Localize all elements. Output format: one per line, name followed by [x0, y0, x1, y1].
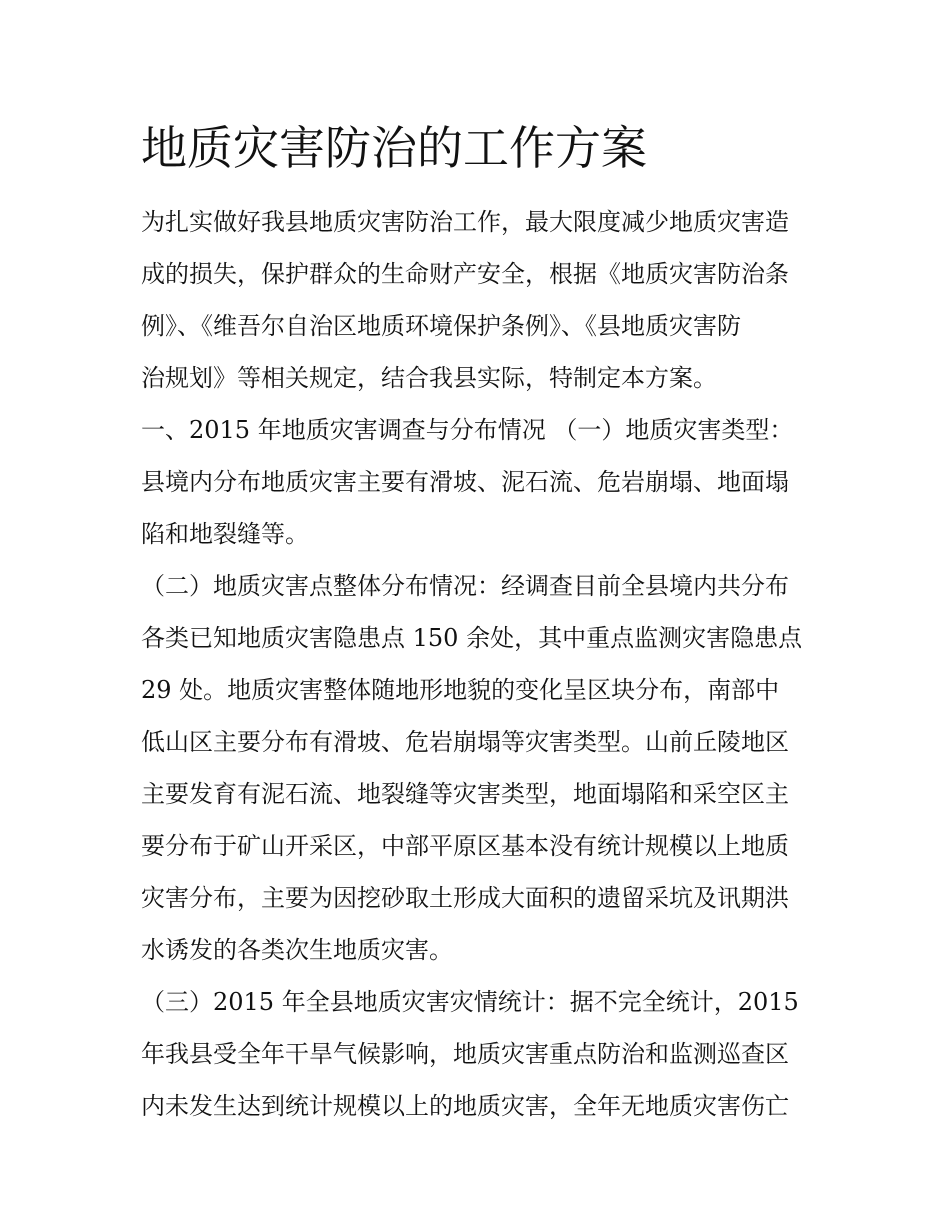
text-line: 低山区主要分布有滑坡、危岩崩塌等灾害类型。山前丘陵地区 — [141, 728, 789, 756]
text-line: （二）地质灾害点整体分布情况：经调查目前全县境内共分布 — [141, 572, 789, 600]
text-line: （三）2015 年全县地质灾害灾情统计：据不完全统计，2015 — [141, 988, 799, 1016]
text-line: 陷和地裂缝等。 — [141, 520, 309, 548]
text-line: 治规划》等相关规定，结合我县实际，特制定本方案。 — [141, 364, 717, 392]
text-line: 29 处。地质灾害整体随地形地貌的变化呈区块分布，南部中 — [141, 676, 780, 704]
text-line: 各类已知地质灾害隐患点 150 余处，其中重点监测灾害隐患点 — [141, 624, 803, 652]
text-line: 内未发生达到统计规模以上的地质灾害，全年无地质灾害伤亡 — [141, 1092, 789, 1120]
text-line: 水诱发的各类次生地质灾害。 — [141, 936, 453, 964]
document-body — [141, 196, 821, 1132]
text-line: 主要发育有泥石流、地裂缝等灾害类型，地面塌陷和采空区主 — [141, 780, 789, 808]
text-line: 年我县受全年干旱气候影响，地质灾害重点防治和监测巡查区 — [141, 1040, 789, 1068]
text-line: 一、2015 年地质灾害调查与分布情况 （一）地质灾害类型： — [141, 416, 794, 444]
text-line: 例》、《维吾尔自治区地质环境保护条例》、《县地质灾害防 — [141, 312, 741, 340]
text-line: 为扎实做好我县地质灾害防治工作，最大限度减少地质灾害造 — [141, 208, 789, 236]
text-line: 要分布于矿山开采区，中部平原区基本没有统计规模以上地质 — [141, 832, 789, 860]
text-line: 县境内分布地质灾害主要有滑坡、泥石流、危岩崩塌、地面塌 — [141, 468, 789, 496]
text-line: 灾害分布，主要为因挖砂取土形成大面积的遗留采坑及讯期洪 — [141, 884, 789, 912]
document-title: 地质灾害防治的工作方案 — [141, 121, 647, 175]
text-line: 成的损失，保护群众的生命财产安全，根据《地质灾害防治条 — [141, 260, 789, 288]
